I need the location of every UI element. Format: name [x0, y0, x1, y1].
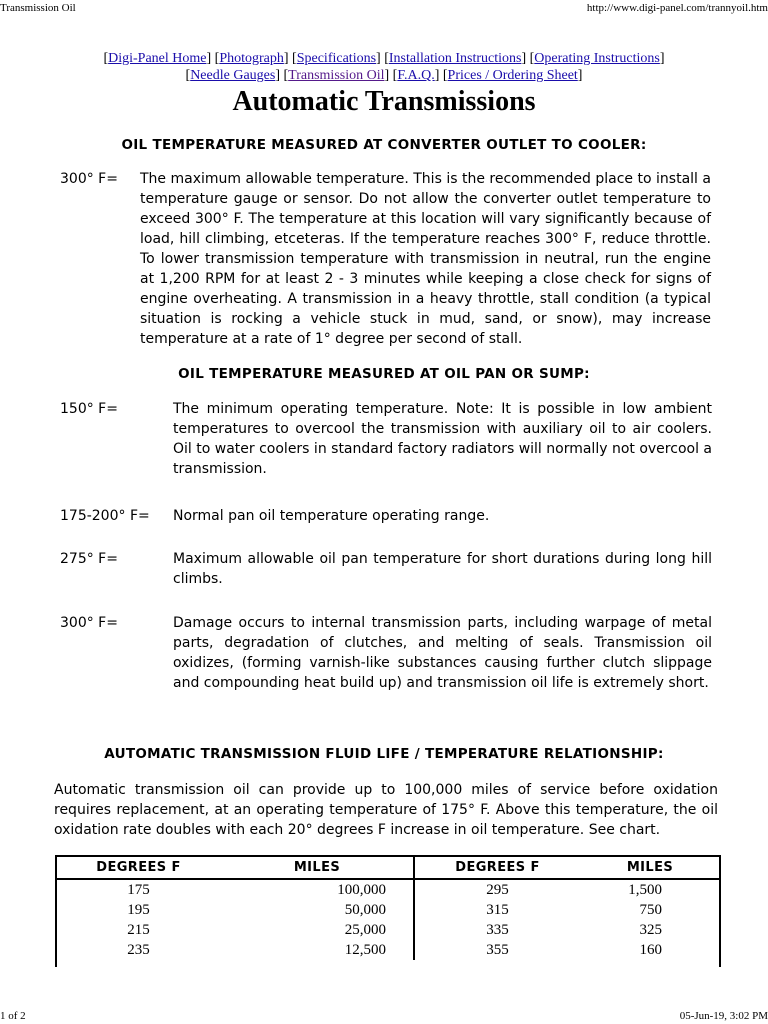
table-cell: 750: [639, 901, 662, 918]
nav-bar: [0, 50, 768, 84]
table-cell: 335: [414, 920, 580, 940]
nav-row-1: [Digi-Panel Home] [Photograph] [Specifications] [Installation Instructions] [Operating Instructions]: [103, 51, 665, 66]
print-footer-timestamp: 05-Jun-19, 3:02 PM: [679, 1010, 768, 1022]
table-cell: 355: [414, 940, 580, 960]
nav-link-faq[interactable]: F.A.Q.: [397, 68, 435, 83]
entry-pan-275: [60, 549, 716, 589]
life-temperature-table: [56, 856, 720, 960]
column-header-miles: MILES: [580, 856, 720, 879]
print-header-url: http://www.digi-panel.com/trannyoil.htm: [586, 2, 768, 14]
table-cell: 175: [127, 881, 150, 898]
table-row: [56, 920, 720, 940]
column-header-degrees: DEGREES F: [414, 856, 580, 879]
table-cell: 100,000: [337, 881, 386, 898]
entry-term: 300° F=: [60, 171, 118, 187]
nav-link-photograph[interactable]: Photograph: [219, 51, 284, 66]
entry-definition: Damage occurs to internal transmission parts, including warpage of metal parts, degradation of clutches, and melting of seals. Transmission oil oxidizes, (forming varnish-like substances causing further clutch slippage and compounding heat build up) and transmission oil life is extremely short.: [173, 615, 712, 691]
nav-link-transmission-oil[interactable]: Transmission Oil: [288, 68, 385, 83]
entry-converter-300: [60, 169, 716, 349]
table-cell: 1,500: [628, 881, 662, 898]
table-cell: 195: [127, 901, 150, 918]
table-cell: 295: [414, 879, 580, 900]
nav-row-2: [Needle Gauges] [Transmission Oil] [F.A.Q.] [Prices / Ordering Sheet]: [185, 68, 583, 83]
entry-pan-175-200: [60, 506, 716, 526]
column-header-miles: MILES: [221, 856, 414, 879]
table-cell: 315: [414, 900, 580, 920]
table-cell: 12,500: [344, 941, 386, 958]
table-cell: 25,000: [344, 921, 386, 938]
nav-link-specifications[interactable]: Specifications: [296, 51, 377, 66]
entry-term: 275° F=: [60, 551, 118, 567]
print-header: [0, 0, 768, 18]
table-header-row: [56, 856, 720, 879]
print-footer-page-number: 1 of 2: [0, 1010, 26, 1022]
table-cell: 50,000: [344, 901, 386, 918]
nav-link-digi-panel-home[interactable]: Digi-Panel Home: [108, 51, 207, 66]
page-title: Automatic Transmissions: [232, 86, 536, 117]
table-row: [56, 940, 720, 960]
table-cell: 215: [127, 921, 150, 938]
entry-pan-150: [60, 399, 716, 479]
entry-definition: Maximum allowable oil pan temperature for short durations during long hill climbs.: [173, 551, 712, 587]
nav-link-prices-ordering[interactable]: Prices / Ordering Sheet: [447, 68, 578, 83]
entry-term: 300° F=: [60, 615, 118, 631]
entry-term: 175-200° F=: [60, 508, 150, 524]
nav-link-installation-instructions[interactable]: Installation Instructions: [388, 51, 522, 66]
entry-pan-300: [60, 613, 716, 713]
fluid-life-paragraph: Automatic transmission oil can provide up to 100,000 miles of service before oxidation requires replacement, at an operating temperature of 175° F. Above this temperature, the oil oxidation rate doubles with each 20° degrees F increase in oil temperature. See chart.: [54, 782, 718, 838]
table-cell: 325: [639, 921, 662, 938]
column-header-degrees: DEGREES F: [56, 856, 221, 879]
table-row: [56, 900, 720, 920]
print-header-title: Transmission Oil: [0, 2, 76, 14]
nav-link-needle-gauges[interactable]: Needle Gauges: [190, 68, 276, 83]
table-row: [56, 879, 720, 900]
print-footer: [0, 1006, 768, 1024]
nav-link-operating-instructions[interactable]: Operating Instructions: [534, 51, 660, 66]
entry-term: 150° F=: [60, 401, 118, 417]
entry-definition: The maximum allowable temperature. This is the recommended place to install a temperature gauge or sensor. Do not allow the converter outlet temperature to exceed 300° F. The temperature at this location will vary significantly because of load, hill climbing, etceteras. If the temperature reaches 300° F, reduce throttle. To lower transmission temperature with transmission in neutral, run the engine at 1,200 RPM for at least 2 - 3 minutes while keeping a close check for signs of engine overheating. A transmission in a heavy throttle, stall condition (a typical situation is rocking a vehicle stuck in mud, sand, or snow), may increase temperature at a rate of 1° degree per second of stall.: [140, 171, 711, 347]
section-heading-fluid-life: AUTOMATIC TRANSMISSION FLUID LIFE / TEMPERATURE RELATIONSHIP:: [104, 746, 664, 762]
section-heading-oil-pan: OIL TEMPERATURE MEASURED AT OIL PAN OR SUMP:: [178, 366, 590, 382]
table-cell: 235: [127, 941, 150, 958]
entry-definition: Normal pan oil temperature operating range.: [173, 508, 490, 524]
entry-definition: The minimum operating temperature. Note: It is possible in low ambient temperatures to overcool the transmission with auxiliary oil to air coolers. Oil to water coolers in standard factory radiators will normally not overcool a transmission.: [173, 401, 712, 477]
section-heading-converter-outlet: OIL TEMPERATURE MEASURED AT CONVERTER OUTLET TO COOLER:: [121, 137, 647, 153]
table-cell: 160: [639, 941, 662, 958]
